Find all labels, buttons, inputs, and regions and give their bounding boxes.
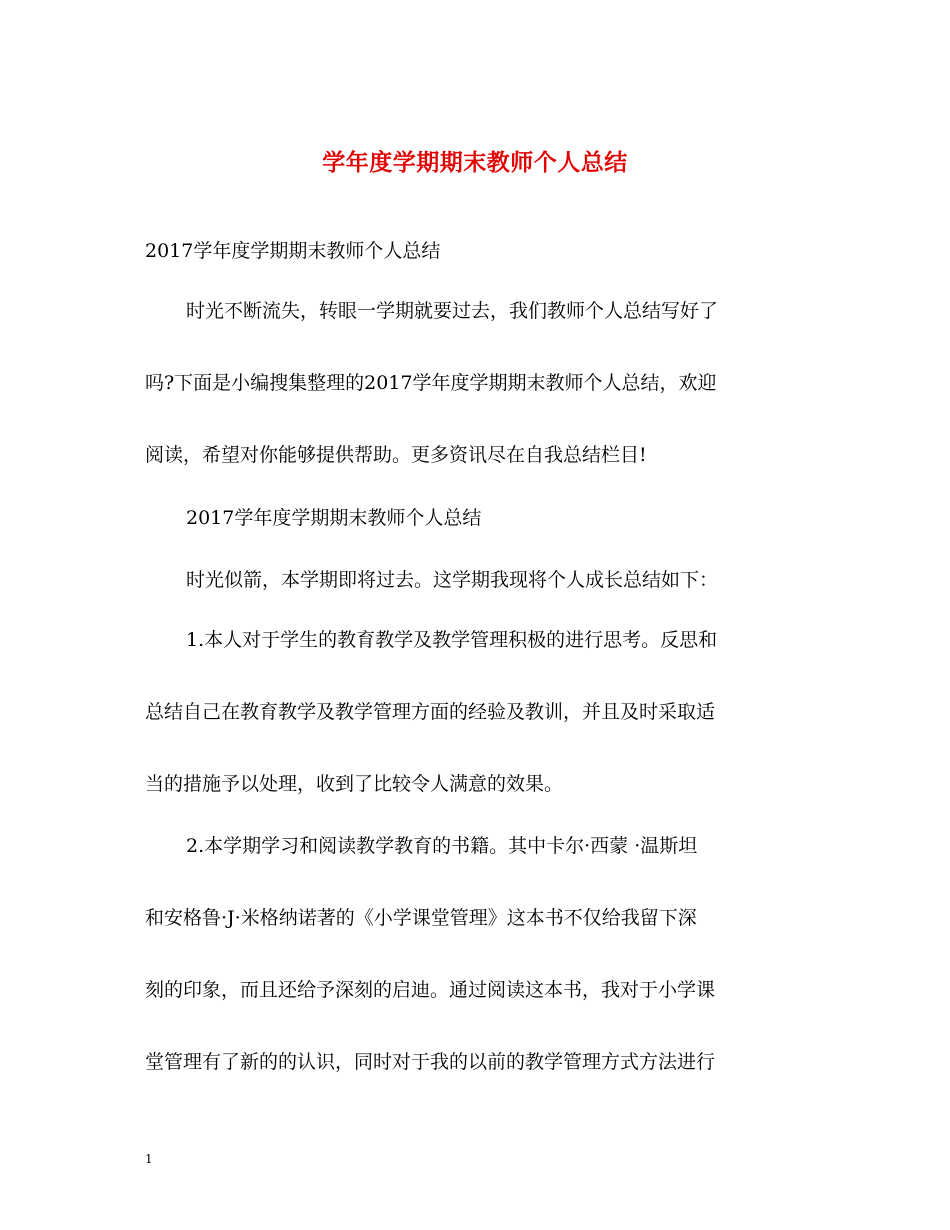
paragraph-line: 当的措施予以处理，收到了比较令人满意的效果。 [145, 773, 564, 795]
paragraph-line: 2.本学期学习和阅读教学教育的书籍。其中卡尔·西蒙 ·温斯坦 [186, 835, 698, 857]
paragraph-line: 刻的印象，而且还给予深刻的启迪。通过阅读这本书，我对于小学课 [145, 979, 716, 1001]
paragraph-line: 时光不断流失，转眼一学期就要过去，我们教师个人总结写好了 [186, 300, 719, 322]
page-number: 1 [145, 1152, 153, 1166]
paragraph-line: 吗?下面是小编搜集整理的2017学年度学期期末教师个人总结，欢迎 [145, 372, 717, 394]
paragraph-line: 1.本人对于学生的教育教学及教学管理积极的进行思考。反思和 [186, 629, 718, 651]
paragraph-line: 阅读，希望对你能够提供帮助。更多资讯尽在自我总结栏目! [145, 444, 647, 466]
paragraph-line: 堂管理有了新的的认识，同时对于我的以前的教学管理方式方法进行 [145, 1051, 716, 1073]
page-title: 学年度学期期末教师个人总结 [322, 150, 628, 176]
paragraph-line: 2017学年度学期期末教师个人总结 [145, 240, 441, 262]
paragraph-line: 和安格鲁·J·米格纳诺著的《小学课堂管理》这本书不仅给我留下深 [145, 907, 697, 929]
paragraph-line: 总结自己在教育教学及教学管理方面的经验及教训，并且及时采取适 [145, 701, 716, 723]
paragraph-line: 时光似箭，本学期即将过去。这学期我现将个人成长总结如下： [186, 569, 719, 591]
paragraph-line: 2017学年度学期期末教师个人总结 [186, 507, 482, 529]
